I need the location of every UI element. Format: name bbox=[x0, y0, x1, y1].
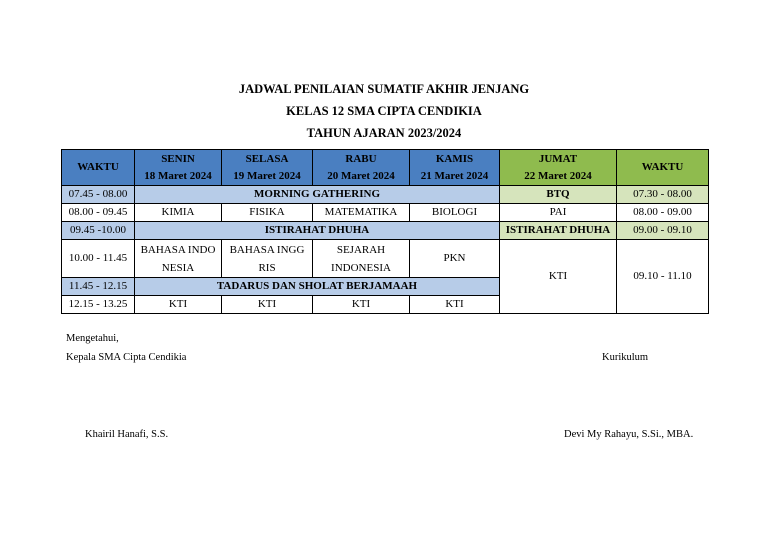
subject-cell: KIMIA bbox=[135, 204, 222, 222]
subject-cell: BIOLOGI bbox=[410, 204, 500, 222]
subject-cell: BAHASA INDO NESIA bbox=[135, 240, 222, 278]
time-cell: 09.45 -10.00 bbox=[62, 222, 135, 240]
jumat-time-cell: 07.30 - 08.00 bbox=[617, 186, 709, 204]
principal-title: Kepala SMA Cipta Cendikia bbox=[66, 352, 187, 363]
principal-name: Khairil Hanafi, S.S. bbox=[85, 429, 169, 440]
acknowledged-label: Mengetahui, bbox=[66, 333, 119, 344]
jumat-time-cell: 08.00 - 09.00 bbox=[617, 204, 709, 222]
time-cell: 07.45 - 08.00 bbox=[62, 186, 135, 204]
jumat-time-cell: 09.10 - 11.10 bbox=[617, 240, 709, 314]
time-cell: 10.00 - 11.45 bbox=[62, 240, 135, 278]
subject-cell: FISIKA bbox=[222, 204, 313, 222]
subject-cell: KTI bbox=[135, 296, 222, 314]
curriculum-name: Devi My Rahayu, S.Si., MBA. bbox=[564, 429, 694, 440]
jumat-cell: PAI bbox=[500, 204, 617, 222]
jumat-time-cell: 09.00 - 09.10 bbox=[617, 222, 709, 240]
jumat-cell: KTI bbox=[500, 240, 617, 314]
subject-cell: SEJARAH INDONESIA bbox=[313, 240, 410, 278]
header-day-jumat: JUMAT 22 Maret 2024 bbox=[500, 150, 617, 186]
subject-cell: KTI bbox=[313, 296, 410, 314]
header-waktu-left: WAKTU bbox=[62, 150, 135, 186]
header-waktu-right: WAKTU bbox=[617, 150, 709, 186]
event-cell: TADARUS DAN SHOLAT BERJAMAAH bbox=[135, 278, 500, 296]
document-title: JADWAL PENILAIAN SUMATIF AKHIR JENJANG bbox=[238, 82, 530, 96]
time-cell: 11.45 - 12.15 bbox=[62, 278, 135, 296]
jumat-cell: BTQ bbox=[500, 186, 617, 204]
subject-cell: BAHASA INGG RIS bbox=[222, 240, 313, 278]
class-subtitle: KELAS 12 SMA CIPTA CENDIKIA bbox=[286, 104, 482, 118]
table-row bbox=[62, 204, 709, 222]
table-row bbox=[62, 186, 709, 204]
header-day-kamis: KAMIS 21 Maret 2024 bbox=[410, 150, 500, 186]
time-cell: 12.15 - 13.25 bbox=[62, 296, 135, 314]
subject-cell: KTI bbox=[410, 296, 500, 314]
subject-cell: KTI bbox=[222, 296, 313, 314]
jumat-cell: ISTIRAHAT DHUHA bbox=[500, 222, 617, 240]
table-header-row bbox=[62, 150, 709, 186]
schedule-table bbox=[61, 149, 709, 314]
header-day-rabu: RABU 20 Maret 2024 bbox=[313, 150, 410, 186]
subject-cell: PKN bbox=[410, 240, 500, 278]
table-row bbox=[62, 240, 709, 278]
event-cell: MORNING GATHERING bbox=[135, 186, 500, 204]
event-cell: ISTIRAHAT DHUHA bbox=[135, 222, 500, 240]
subject-cell: MATEMATIKA bbox=[313, 204, 410, 222]
table-row bbox=[62, 222, 709, 240]
header-day-senin: SENIN 18 Maret 2024 bbox=[135, 150, 222, 186]
year-subtitle: TAHUN AJARAN 2023/2024 bbox=[306, 126, 462, 140]
curriculum-title: Kurikulum bbox=[602, 352, 649, 363]
header-day-selasa: SELASA 19 Maret 2024 bbox=[222, 150, 313, 186]
time-cell: 08.00 - 09.45 bbox=[62, 204, 135, 222]
